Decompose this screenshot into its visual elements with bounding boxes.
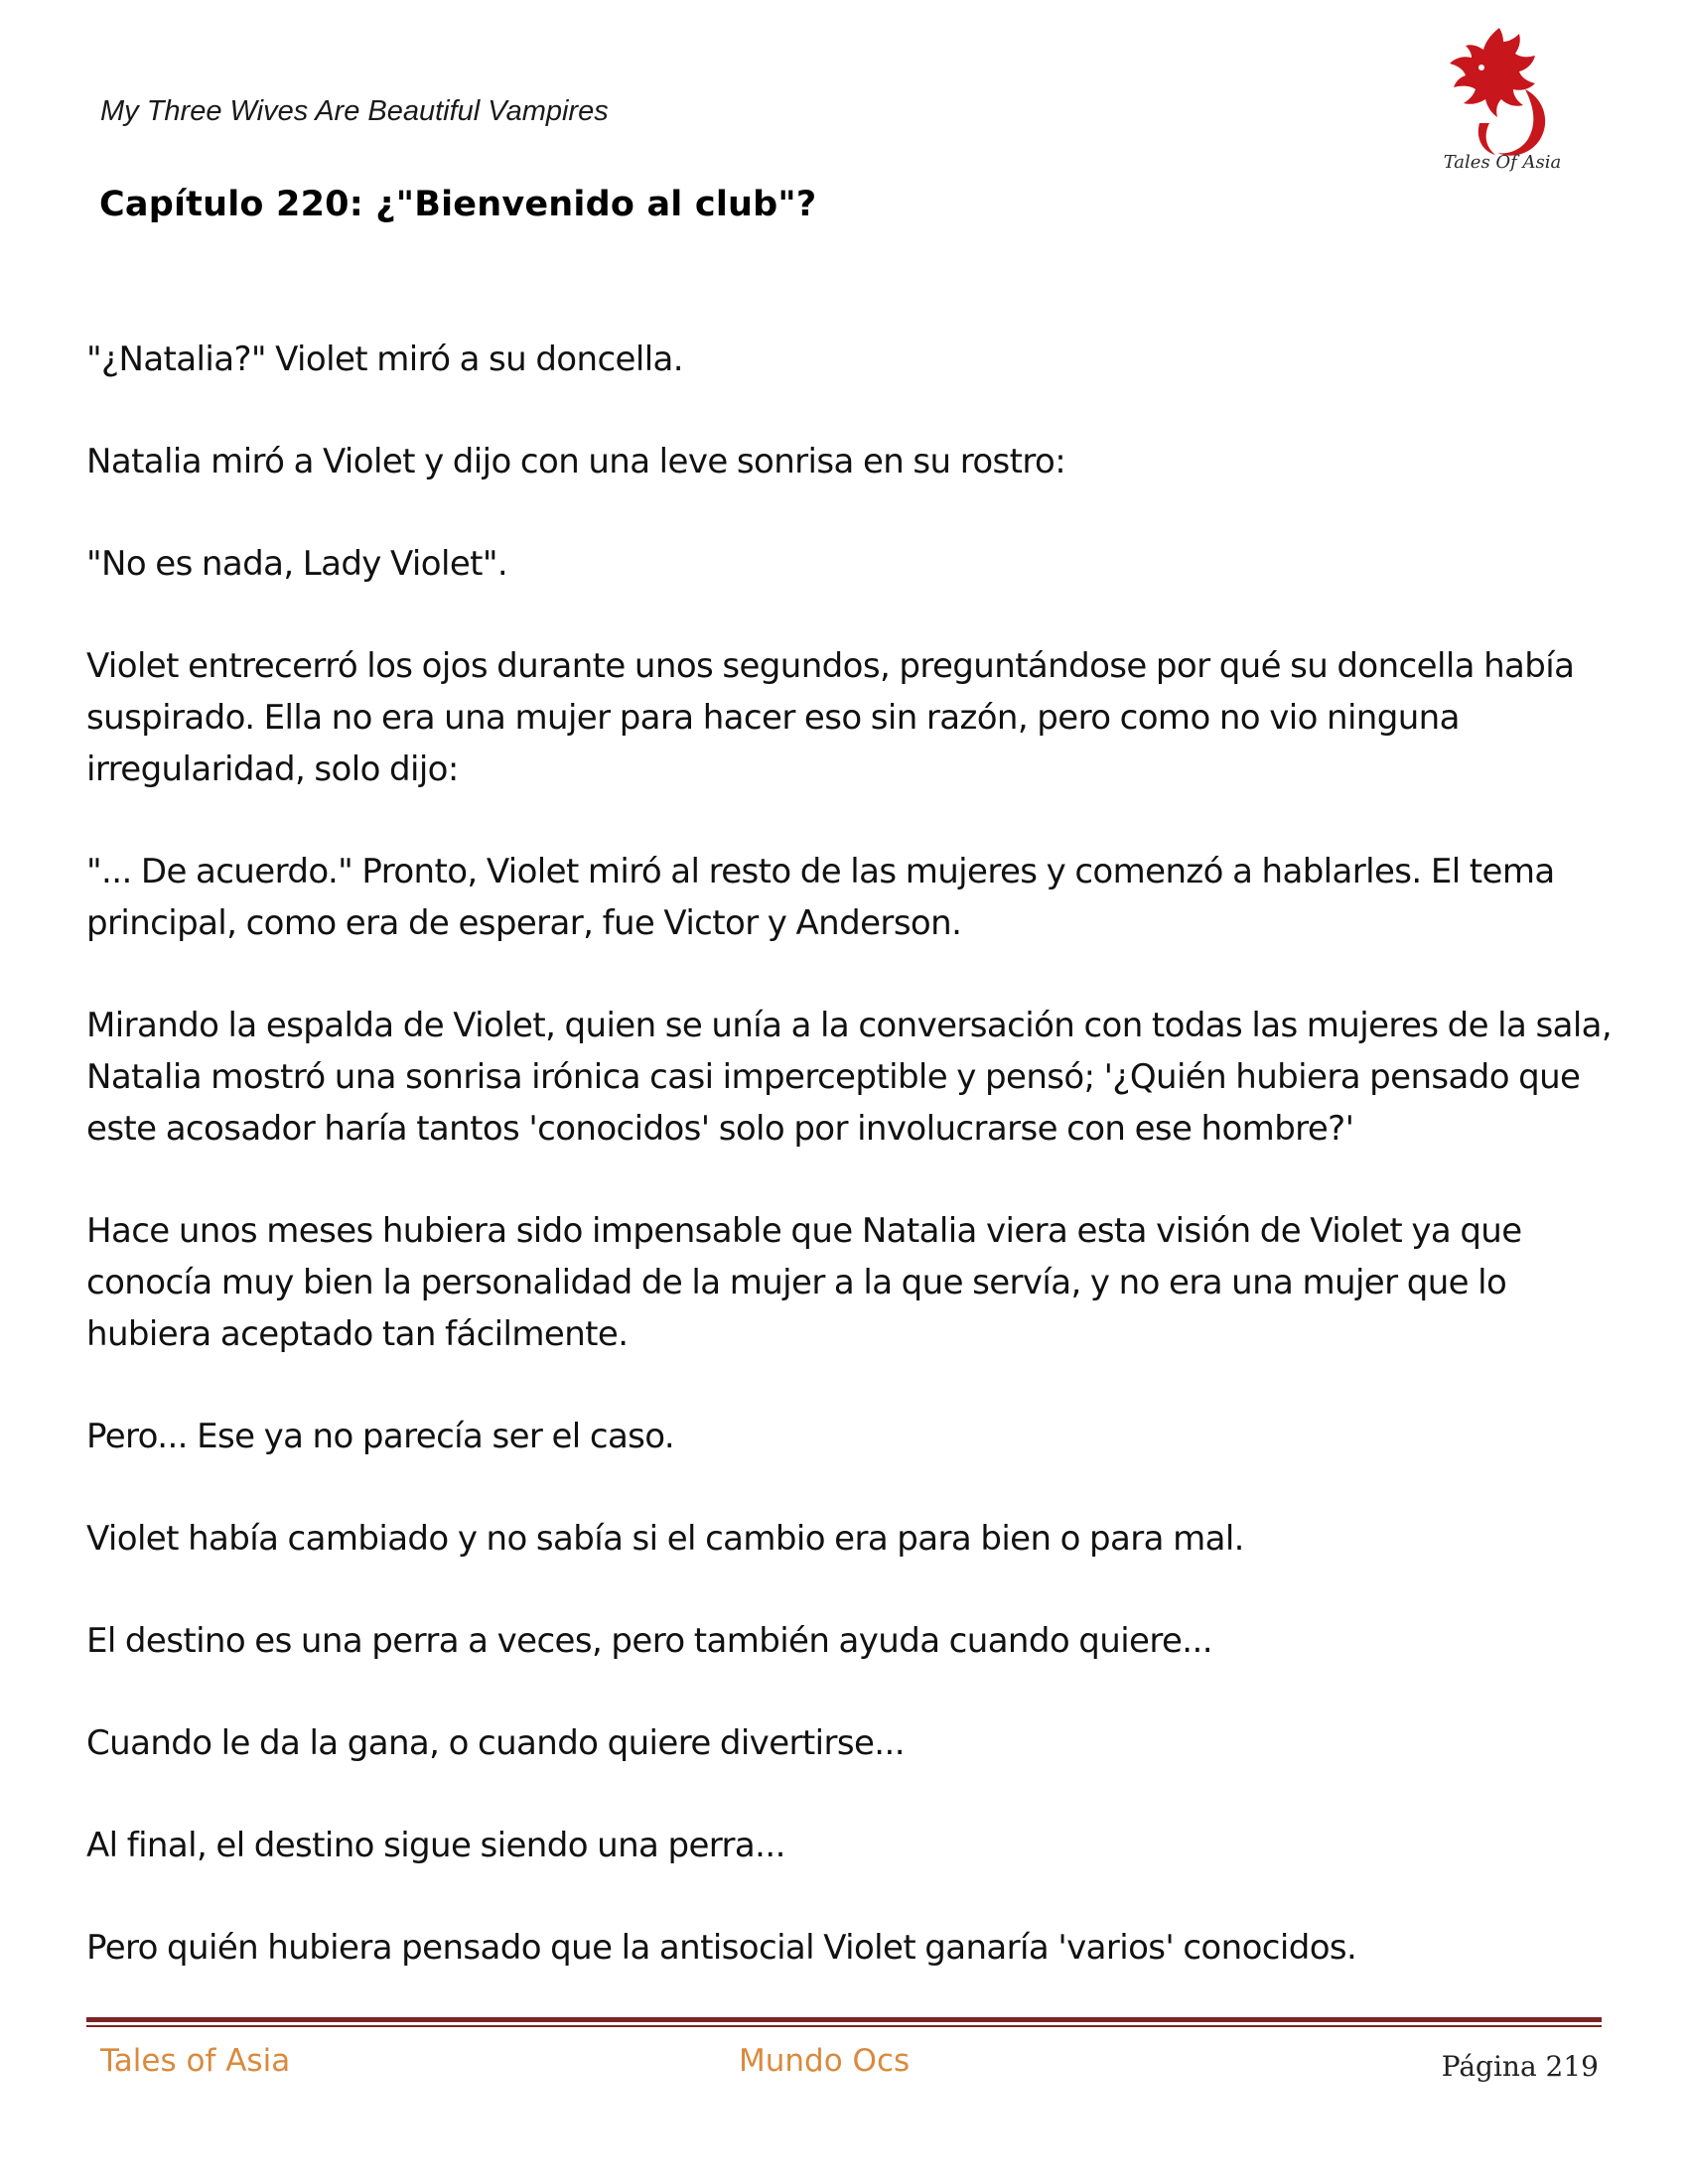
paragraph: "¿Natalia?" Violet miró a su doncella.: [86, 340, 684, 379]
paragraph: Violet entrecerró los ojos durante unos segundos, preguntándose por qué su doncella había suspirado. Ella no era una mujer para hacer eso sin razón, pero como no vio ninguna irregularidad, solo dijo:: [86, 646, 1575, 789]
series-title: My Three Wives Are Beautiful Vampires: [100, 95, 609, 127]
chapter-body: [86, 334, 1616, 2024]
paragraph: Mirando la espalda de Violet, quien se unía a la conversación con todas las mujeres de la sala, Natalia mostró una sonrisa irónica casi imperceptible y pensó; '¿Quién hubiera pensado que este acosador haría tantos 'conocidos' solo por involucrarse con ese hombre?': [86, 1006, 1613, 1149]
paragraph: El destino es una perra a veces, pero también ayuda cuando quiere...: [86, 1621, 1212, 1661]
footer-site-name: Tales of Asia: [100, 2043, 291, 2079]
paragraph: Hace unos meses hubiera sido impensable que Natalia viera esta visión de Violet ya que conocía muy bien la personalidad de la mujer a la que servía, y no era una mujer que lo hubiera aceptado tan fácilmente.: [86, 1211, 1522, 1354]
footer-divider: [86, 2017, 1602, 2027]
footer-section-name: Mundo Ocs: [739, 2043, 911, 2079]
paragraph: "... De acuerdo." Pronto, Violet miró al resto de las mujeres y comenzó a hablarles. El tema principal, como era de esperar, fue Victor y Anderson.: [86, 852, 1555, 943]
paragraph: "No es nada, Lady Violet".: [86, 544, 508, 584]
paragraph: Pero quién hubiera pensado que la antisocial Violet ganaría 'varios' conocidos.: [86, 1928, 1357, 1968]
paragraph: Pero... Ese ya no parecía ser el caso.: [86, 1417, 675, 1456]
paragraph: Cuando le da la gana, o cuando quiere divertirse...: [86, 1723, 905, 1763]
footer-divider-thick: [86, 2017, 1602, 2022]
paragraph: Violet había cambiado y no sabía si el cambio era para bien o para mal.: [86, 1519, 1244, 1559]
logo-wordmark: Tales Of Asia: [1443, 152, 1562, 173]
chapter-title: Capítulo 220: ¿"Bienvenido al club"?: [99, 185, 817, 224]
paragraph: Natalia miró a Violet y dijo con una leve sonrisa en su rostro:: [86, 442, 1066, 481]
paragraph: Al final, el destino sigue siendo una perra...: [86, 1826, 785, 1865]
footer-divider-thin: [86, 2025, 1602, 2027]
page-number: Página 219: [1441, 2050, 1599, 2083]
